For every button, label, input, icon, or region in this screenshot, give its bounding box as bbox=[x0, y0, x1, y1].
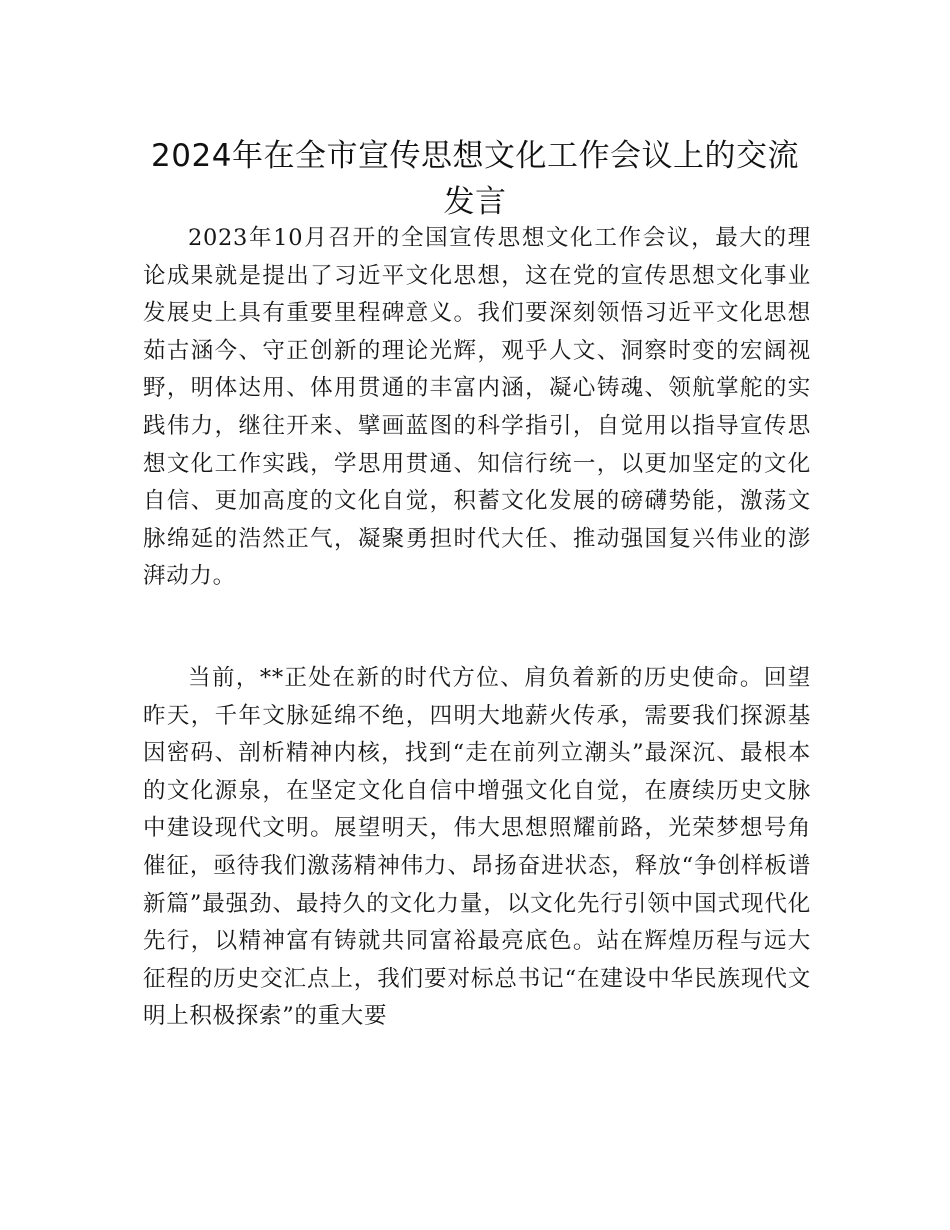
body-paragraph: 当前，**正处在新的时代方位、肩负着新的历史使命。回望昨天，千年文脉延绵不绝，四明大地薪火传承，需要我们探源基因密码、剖析精神内核，找到“走在前列立潮头”最深沉、最根本的文化源泉，在坚定文化自信中增强文化自觉，在赓续历史文脉中建设现代文明。展望明天，伟大思想照耀前路，光荣梦想号角催征，亟待我们激荡精神伟力、昂扬奋进状态，释放“争创样板谱新篇”最强劲、最持久的文化力量，以文化先行引领中国式现代化先行，以精神富有铸就共同富裕最亮底色。站在辉煌历程与远大征程的历史交汇点上，我们要对标总书记“在建设中华民族现代文明上积极探索”的重大要 bbox=[143, 665, 811, 1030]
body-paragraph: 2023年10月召开的全国宣传思想文化工作会议，最大的理论成果就是提出了习近平文化思想，这在党的宣传思想文化事业发展史上具有重要里程碑意义。我们要深刻领悟习近平文化思想茹古涵今、守正创新的理论光辉，观乎人文、洞察时变的宏阔视野，明体达用、体用贯通的丰富内涵，凝心铸魂、领航掌舵的实践伟力，继往开来、擘画蓝图的科学指引，自觉用以指导宣传思想文化工作实践，学思用贯通、知信行统一，以更加坚定的文化自信、更加高度的文化自觉，积蓄文化发展的磅礴势能，激荡文脉绵延的浩然正气，凝聚勇担时代大任、推动强国复兴伟业的澎湃动力。 bbox=[143, 225, 811, 590]
document-title: 2024年在全市宣传思想文化工作会议上的交流发言 bbox=[151, 137, 799, 220]
